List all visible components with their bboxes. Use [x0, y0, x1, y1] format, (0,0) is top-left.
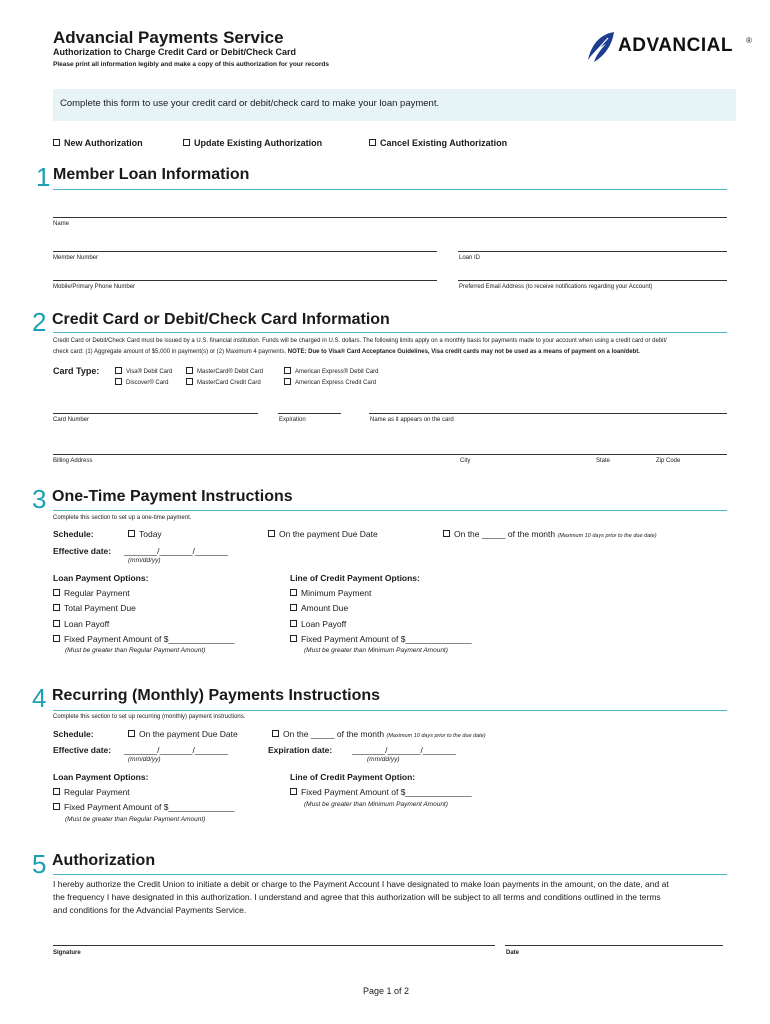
loan-id-label: Loan ID — [459, 255, 481, 261]
recurring-regular-payment-checkbox[interactable]: Regular Payment — [53, 787, 130, 797]
expiration-date-label: Expiration date: — [268, 745, 333, 755]
section-3-number: 3 — [32, 484, 47, 514]
loc-fixed-note: (Must be greater than Minimum Payment Amount) — [304, 647, 448, 654]
section-4-title: Recurring (Monthly) Payments Instructions — [52, 687, 381, 704]
visa-debit-checkbox[interactable]: Visa® Debit Card — [115, 368, 172, 375]
state-label: State — [596, 458, 611, 464]
checkbox-icon — [53, 635, 60, 642]
recurring-loc-fixed-checkbox[interactable]: Fixed Payment Amount of $______________ — [290, 787, 472, 797]
new-authorization-label: New Authorization — [64, 138, 143, 148]
checkbox-icon — [284, 378, 291, 385]
card-limits-text-2: check card: (1) Aggregate amount of $5,000 in payment(s) or (2) Maximum 4 payments. NOTE: Due to Visa® Card Acceptance Guidelines, Visa credit cards may not be used as a means of payment on a loan/debt. — [53, 349, 640, 355]
checkbox-icon — [115, 367, 122, 374]
checkbox-icon — [128, 530, 135, 537]
date-label: Date — [506, 950, 520, 956]
recurring-effective-label: Effective date: — [53, 745, 112, 755]
checkbox-icon — [284, 367, 291, 374]
schedule-label: Schedule: — [53, 529, 94, 539]
banner-text: Complete this form to use your credit card or debit/check card to make your loan payment. — [60, 98, 440, 109]
checkbox-icon — [290, 788, 297, 795]
form-title: Advancial Payments Service — [53, 28, 284, 47]
checkbox-icon — [53, 139, 60, 146]
recurring-loc-option-title: Line of Credit Payment Option: — [290, 772, 416, 782]
email-label: Preferred Email Address (to receive notifications regarding your Account) — [459, 284, 653, 290]
checkbox-icon — [186, 378, 193, 385]
amex-debit-checkbox[interactable]: American Express® Debit Card — [284, 368, 378, 375]
cancel-authorization-checkbox[interactable] — [369, 138, 507, 148]
advancial-logo — [584, 30, 754, 64]
expiration-date-format: (mm/dd/yy) — [367, 756, 400, 763]
loan-fixed-note: (Must be greater than Regular Payment Amount) — [65, 647, 206, 654]
checkbox-icon — [369, 139, 376, 146]
section-4-rule — [53, 710, 727, 711]
amount-due-checkbox[interactable]: Amount Due — [290, 603, 348, 613]
day-of-month-checkbox[interactable]: On the _____ of the month (Maximum 10 days prior to the due date) — [443, 529, 657, 539]
mastercard-credit-checkbox[interactable]: MasterCard Credit Card — [186, 379, 261, 386]
section-5-title: Authorization — [52, 852, 156, 869]
recurring-schedule-label: Schedule: — [53, 729, 94, 739]
form-note: Please print all information legibly and make a copy of this authorization for your records — [53, 61, 329, 68]
name-label: Name — [53, 221, 70, 227]
leaf-logo-icon — [584, 30, 618, 64]
section-1-number: 1 — [36, 162, 51, 192]
section-5-rule — [53, 874, 727, 875]
recurring-loc-fixed-note: (Must be greater than Minimum Payment Amount) — [304, 801, 448, 808]
card-limits-text-1: Credit Card or Debit/Check Card must be issued by a U.S. financial institution. Funds will be charged in U.S. dollars. The following limits apply on a monthly basis for payments made to your account when using a credit card or debit/ — [53, 338, 667, 344]
due-date-checkbox[interactable]: On the payment Due Date — [268, 529, 378, 539]
regular-payment-checkbox[interactable]: Regular Payment — [53, 588, 130, 598]
discover-checkbox[interactable]: Discover® Card — [115, 379, 168, 386]
section-3-rule — [53, 510, 727, 511]
city-label: City — [460, 458, 471, 464]
member-number-field[interactable] — [53, 251, 437, 252]
section-1-title: Member Loan Information — [53, 166, 250, 183]
date-field[interactable] — [505, 945, 723, 946]
expiration-field[interactable] — [278, 413, 341, 414]
section-4-number: 4 — [32, 683, 47, 713]
page-number: Page 1 of 2 — [363, 986, 410, 996]
billing-address-label: Billing Address — [53, 458, 93, 464]
signature-label: Signature — [53, 950, 81, 956]
phone-label: Mobile/Primary Phone Number — [53, 284, 136, 290]
logo-registered-mark: ® — [746, 36, 752, 45]
section-2-rule — [53, 332, 727, 333]
checkbox-icon — [53, 788, 60, 795]
expiration-date-field[interactable]: _______/_______/_______ — [352, 745, 456, 755]
loc-payoff-checkbox[interactable]: Loan Payoff — [290, 619, 346, 629]
effective-date-field[interactable]: _______/_______/_______ — [124, 546, 228, 556]
effective-date-label: Effective date: — [53, 546, 112, 556]
section-3-intro: Complete this section to set up a one-time payment. — [53, 515, 192, 521]
card-number-label: Card Number — [53, 417, 90, 423]
card-type-label: Card Type: — [53, 366, 100, 376]
name-on-card-field[interactable] — [369, 413, 727, 414]
loan-options-title: Loan Payment Options: — [53, 573, 149, 583]
checkbox-icon — [183, 139, 190, 146]
loan-payoff-checkbox[interactable]: Loan Payoff — [53, 619, 109, 629]
member-number-label: Member Number — [53, 255, 99, 261]
checkbox-icon — [53, 589, 60, 596]
authorization-line-2: the frequency I have designated in this authorization. I understand and agree that this authorization will be subject to all terms and conditions outlined in the terms — [53, 892, 661, 902]
recurring-effective-field[interactable]: _______/_______/_______ — [124, 745, 228, 755]
minimum-payment-checkbox[interactable]: Minimum Payment — [290, 588, 371, 598]
authorization-line-1: I hereby authorize the Credit Union to initiate a debit or charge to the Payment Account I have designated to make loan payments in the amount, on the date, and at — [53, 879, 669, 889]
total-payment-checkbox[interactable]: Total Payment Due — [53, 603, 136, 613]
new-authorization-checkbox[interactable] — [53, 138, 143, 148]
section-2-title: Credit Card or Debit/Check Card Information — [52, 311, 390, 328]
checkbox-icon — [53, 803, 60, 810]
cancel-authorization-label: Cancel Existing Authorization — [380, 138, 508, 148]
amex-credit-checkbox[interactable]: American Express Credit Card — [284, 379, 376, 386]
today-checkbox[interactable]: Today — [128, 529, 162, 539]
checkbox-icon — [186, 367, 193, 374]
loc-options-title: Line of Credit Payment Options: — [290, 573, 420, 583]
date-format-hint: (mm/dd/yy) — [128, 557, 161, 564]
checkbox-icon — [290, 635, 297, 642]
section-4-intro: Complete this section to set up recurring (monthly) payment instructions. — [53, 714, 246, 720]
checkbox-icon — [268, 530, 275, 537]
checkbox-icon — [128, 730, 135, 737]
mastercard-debit-checkbox[interactable]: MasterCard® Debit Card — [186, 368, 263, 375]
checkbox-icon — [272, 730, 279, 737]
name-on-card-label: Name as it appears on the card — [370, 417, 454, 423]
card-number-field[interactable] — [53, 413, 258, 414]
recurring-loan-options-title: Loan Payment Options: — [53, 772, 149, 782]
loan-id-field[interactable] — [458, 251, 727, 252]
checkbox-icon — [290, 620, 297, 627]
instruction-banner — [53, 89, 736, 121]
recurring-day-of-month-checkbox[interactable]: On the _____ of the month (Maximum 10 days prior to the due date) — [272, 729, 486, 739]
expiration-label: Expiration — [279, 417, 306, 423]
checkbox-icon — [53, 604, 60, 611]
section-1-rule — [53, 189, 727, 190]
section-3-title: One-Time Payment Instructions — [52, 488, 293, 505]
checkbox-icon — [290, 604, 297, 611]
recurring-loan-fixed-note: (Must be greater than Regular Payment Amount) — [65, 816, 206, 823]
form-subtitle: Authorization to Charge Credit Card or Debit/Check Card — [53, 47, 297, 57]
update-authorization-label: Update Existing Authorization — [194, 138, 323, 148]
section-5-number: 5 — [32, 849, 47, 879]
logo-text: ADVANCIAL — [618, 35, 733, 56]
phone-field[interactable] — [53, 280, 437, 281]
recurring-date-format: (mm/dd/yy) — [128, 756, 161, 763]
checkbox-icon — [290, 589, 297, 596]
visa-note: NOTE: Due to Visa® Card Acceptance Guidelines, Visa credit cards may not be used as a means of payment on a loan/debt. — [287, 349, 640, 355]
email-field[interactable] — [458, 280, 727, 281]
update-authorization-checkbox[interactable] — [183, 138, 322, 148]
recurring-due-date-checkbox[interactable]: On the payment Due Date — [128, 729, 238, 739]
section-2-number: 2 — [32, 307, 47, 337]
name-field[interactable] — [53, 217, 727, 218]
checkbox-icon — [443, 530, 450, 537]
zip-label: Zip Code — [656, 458, 681, 464]
loc-fixed-payment-checkbox[interactable]: Fixed Payment Amount of $______________ — [290, 634, 472, 644]
authorization-line-3: and conditions for the Advancial Payments Service. — [53, 905, 247, 915]
signature-field[interactable] — [53, 945, 495, 946]
recurring-fixed-payment-checkbox[interactable]: Fixed Payment Amount of $______________ — [53, 802, 235, 812]
checkbox-icon — [53, 620, 60, 627]
fixed-payment-checkbox[interactable]: Fixed Payment Amount of $______________ — [53, 634, 235, 644]
billing-address-field[interactable] — [53, 454, 727, 455]
checkbox-icon — [115, 378, 122, 385]
